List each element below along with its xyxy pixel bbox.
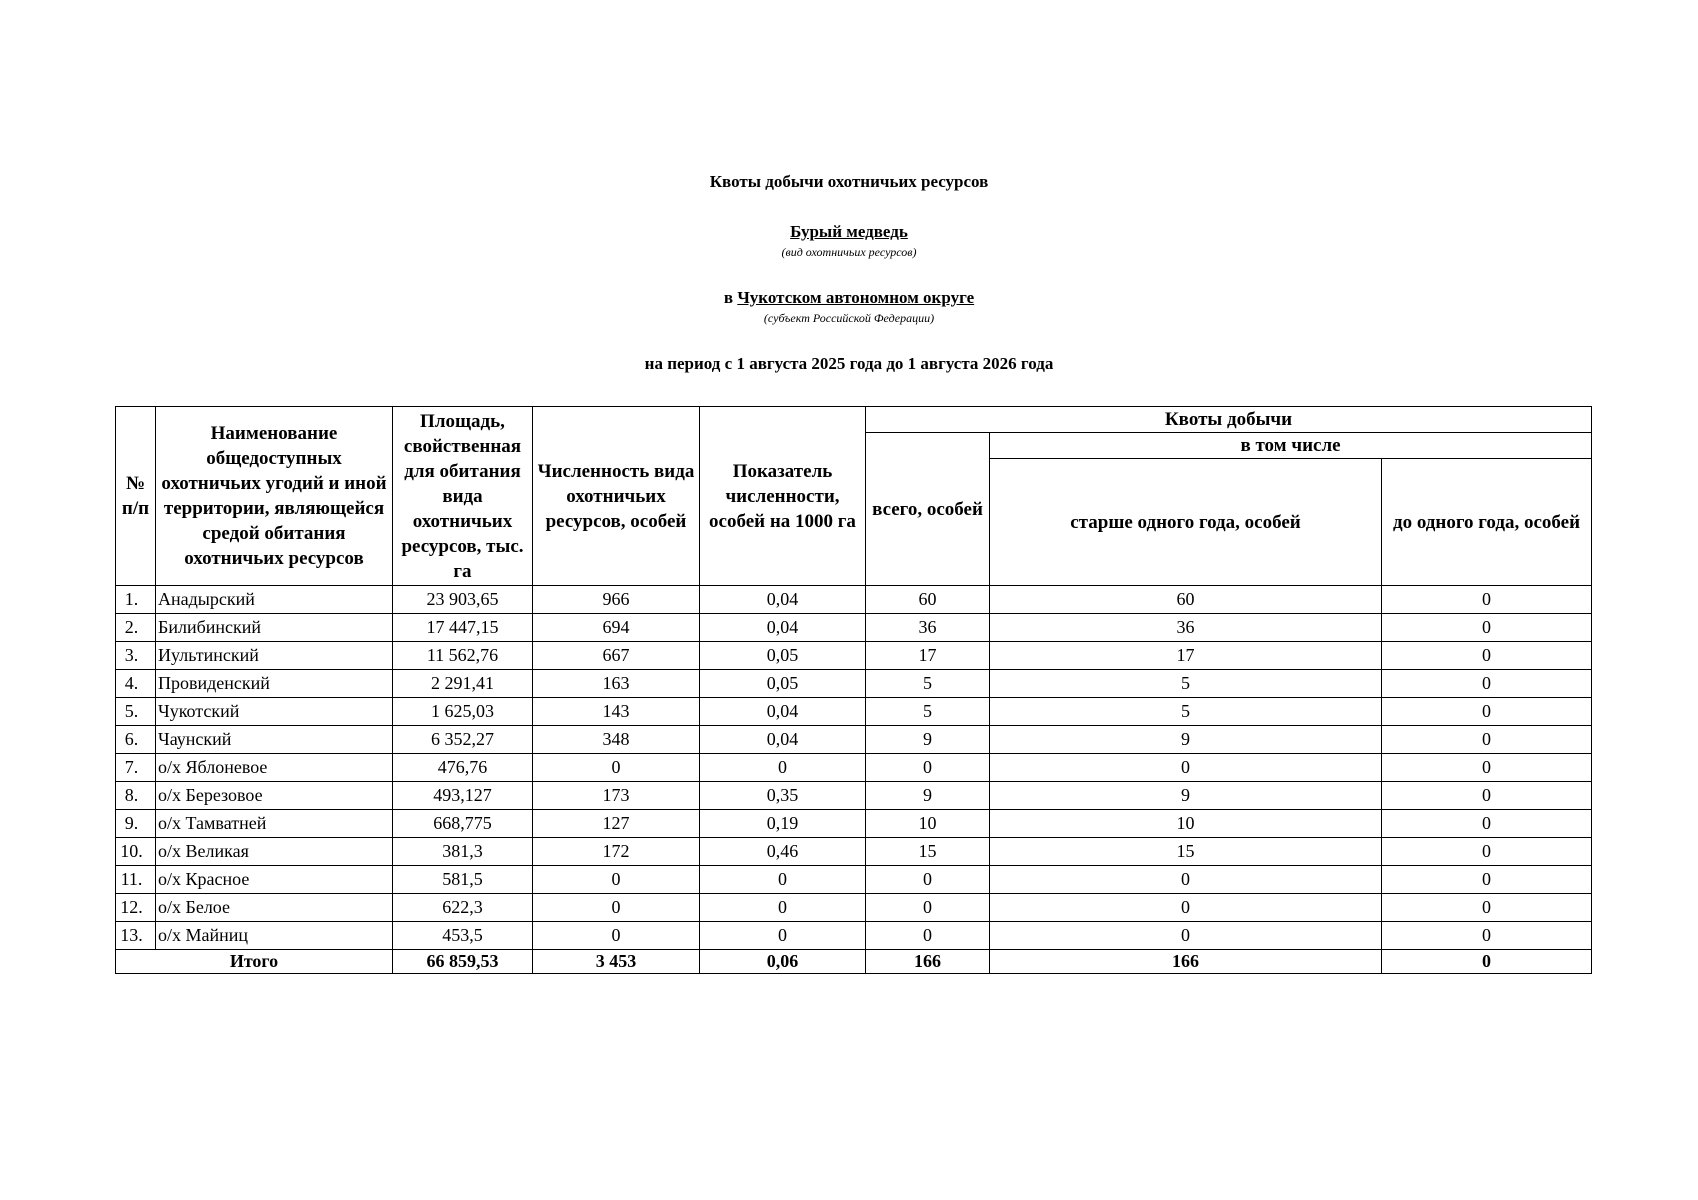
row-area: 493,127 [393, 782, 533, 810]
row-area: 1 625,03 [393, 698, 533, 726]
col-young-header: до одного года, особей [1382, 459, 1592, 586]
row-quota-young: 0 [1382, 698, 1592, 726]
row-quota-young: 0 [1382, 586, 1592, 614]
row-quota-adult: 36 [990, 614, 1382, 642]
row-area: 11 562,76 [393, 642, 533, 670]
row-quota-total: 0 [866, 866, 990, 894]
total-population: 3 453 [533, 950, 700, 974]
row-area: 17 447,15 [393, 614, 533, 642]
col-quota-group-header: Квоты добычи [866, 407, 1592, 433]
row-name: Чаунский [156, 726, 393, 754]
row-quota-young: 0 [1382, 754, 1592, 782]
row-name: Провиденский [156, 670, 393, 698]
row-name: Чукотский [156, 698, 393, 726]
row-population: 0 [533, 754, 700, 782]
table-row [116, 670, 1592, 698]
table-row [116, 698, 1592, 726]
row-quota-adult: 17 [990, 642, 1382, 670]
row-area: 381,3 [393, 838, 533, 866]
quota-table [115, 406, 1592, 974]
row-name: о/х Майниц [156, 922, 393, 950]
row-density: 0,05 [700, 642, 866, 670]
row-num: 4. [116, 670, 156, 698]
species-note: (вид охотничьих ресурсов) [781, 245, 917, 259]
total-label: Итого [116, 950, 393, 974]
total-quota: 166 [866, 950, 990, 974]
row-quota-adult: 0 [990, 866, 1382, 894]
row-name: о/х Белое [156, 894, 393, 922]
col-density-header: Показатель численности, особей на 1000 га [700, 407, 866, 586]
row-quota-young: 0 [1382, 866, 1592, 894]
row-quota-adult: 10 [990, 810, 1382, 838]
row-quota-young: 0 [1382, 922, 1592, 950]
row-population: 0 [533, 894, 700, 922]
col-adult-header: старше одного года, особей [990, 459, 1382, 586]
row-area: 453,5 [393, 922, 533, 950]
row-quota-adult: 5 [990, 670, 1382, 698]
row-density: 0 [700, 754, 866, 782]
row-population: 694 [533, 614, 700, 642]
row-name: Анадырский [156, 586, 393, 614]
row-num: 5. [116, 698, 156, 726]
table-row [116, 754, 1592, 782]
row-population: 348 [533, 726, 700, 754]
period-line: на период с 1 августа 2025 года до 1 августа 2026 года [644, 354, 1054, 373]
table-row [116, 894, 1592, 922]
row-name: о/х Тамватней [156, 810, 393, 838]
row-quota-total: 60 [866, 586, 990, 614]
table-row [116, 782, 1592, 810]
table-row [116, 838, 1592, 866]
row-density: 0,04 [700, 614, 866, 642]
row-num: 3. [116, 642, 156, 670]
row-population: 667 [533, 642, 700, 670]
col-total-header: всего, особей [866, 433, 990, 586]
table-row [116, 586, 1592, 614]
row-population: 163 [533, 670, 700, 698]
row-area: 23 903,65 [393, 586, 533, 614]
row-num: 8. [116, 782, 156, 810]
row-population: 127 [533, 810, 700, 838]
row-quota-young: 0 [1382, 782, 1592, 810]
col-area-header: Площадь, свойственная для обитания вида охотничьих ресурсов, тыс. га [393, 407, 533, 586]
row-num: 2. [116, 614, 156, 642]
col-num-header: № п/п [116, 407, 156, 586]
row-density: 0 [700, 866, 866, 894]
row-quota-adult: 9 [990, 782, 1382, 810]
row-area: 6 352,27 [393, 726, 533, 754]
row-num: 7. [116, 754, 156, 782]
row-num: 11. [116, 866, 156, 894]
row-quota-total: 17 [866, 642, 990, 670]
total-row [116, 950, 1592, 974]
table-body [116, 586, 1592, 950]
row-area: 622,3 [393, 894, 533, 922]
row-quota-adult: 15 [990, 838, 1382, 866]
row-area: 581,5 [393, 866, 533, 894]
row-population: 143 [533, 698, 700, 726]
row-quota-total: 9 [866, 726, 990, 754]
row-num: 6. [116, 726, 156, 754]
row-name: о/х Яблоневое [156, 754, 393, 782]
row-quota-young: 0 [1382, 670, 1592, 698]
row-population: 173 [533, 782, 700, 810]
row-density: 0,05 [700, 670, 866, 698]
row-area: 668,775 [393, 810, 533, 838]
row-population: 172 [533, 838, 700, 866]
total-young: 0 [1382, 950, 1592, 974]
table-row [116, 642, 1592, 670]
row-area: 2 291,41 [393, 670, 533, 698]
region-name: Чукотском автономном округе [737, 288, 975, 307]
row-density: 0 [700, 894, 866, 922]
row-quota-young: 0 [1382, 726, 1592, 754]
table-header [116, 407, 1592, 586]
row-density: 0 [700, 922, 866, 950]
row-quota-young: 0 [1382, 810, 1592, 838]
row-num: 9. [116, 810, 156, 838]
row-quota-total: 5 [866, 698, 990, 726]
col-name-header: Наименование общедоступных охотничьих угодий и иной территории, являющейся средой обитания охотничьих ресурсов [156, 407, 393, 586]
row-name: о/х Великая [156, 838, 393, 866]
row-num: 10. [116, 838, 156, 866]
species-name: Бурый медведь [790, 222, 908, 241]
table-row [116, 614, 1592, 642]
row-quota-young: 0 [1382, 838, 1592, 866]
region-line [0, 288, 1698, 308]
row-quota-total: 0 [866, 894, 990, 922]
row-density: 0,46 [700, 838, 866, 866]
row-quota-total: 9 [866, 782, 990, 810]
row-quota-young: 0 [1382, 642, 1592, 670]
document-title: Квоты добычи охотничьих ресурсов [709, 172, 989, 191]
row-density: 0,04 [700, 726, 866, 754]
row-quota-total: 0 [866, 754, 990, 782]
row-num: 1. [116, 586, 156, 614]
row-population: 0 [533, 922, 700, 950]
total-area: 66 859,53 [393, 950, 533, 974]
row-quota-adult: 0 [990, 754, 1382, 782]
col-including-header: в том числе [990, 433, 1592, 459]
table-row [116, 922, 1592, 950]
row-population: 0 [533, 866, 700, 894]
table-row [116, 726, 1592, 754]
row-density: 0,19 [700, 810, 866, 838]
table-row [116, 810, 1592, 838]
row-density: 0,35 [700, 782, 866, 810]
row-quota-adult: 0 [990, 922, 1382, 950]
row-quota-adult: 0 [990, 894, 1382, 922]
row-quota-young: 0 [1382, 894, 1592, 922]
species-line [0, 222, 1698, 242]
row-density: 0,04 [700, 698, 866, 726]
row-num: 13. [116, 922, 156, 950]
row-population: 966 [533, 586, 700, 614]
row-num: 12. [116, 894, 156, 922]
total-adult: 166 [990, 950, 1382, 974]
row-quota-adult: 60 [990, 586, 1382, 614]
row-quota-total: 10 [866, 810, 990, 838]
row-quota-adult: 9 [990, 726, 1382, 754]
row-name: Билибинский [156, 614, 393, 642]
row-name: о/х Красное [156, 866, 393, 894]
total-density: 0,06 [700, 950, 866, 974]
row-quota-total: 15 [866, 838, 990, 866]
row-quota-total: 36 [866, 614, 990, 642]
row-quota-adult: 5 [990, 698, 1382, 726]
region-prefix: в [723, 288, 734, 307]
row-quota-young: 0 [1382, 614, 1592, 642]
region-note: (субъект Российской Федерации) [763, 311, 935, 325]
row-name: Иультинский [156, 642, 393, 670]
table-row [116, 866, 1592, 894]
row-name: о/х Березовое [156, 782, 393, 810]
table-footer [116, 950, 1592, 974]
col-population-header: Численность вида охотничьих ресурсов, особей [533, 407, 700, 586]
row-density: 0,04 [700, 586, 866, 614]
row-area: 476,76 [393, 754, 533, 782]
row-quota-total: 0 [866, 922, 990, 950]
row-quota-total: 5 [866, 670, 990, 698]
